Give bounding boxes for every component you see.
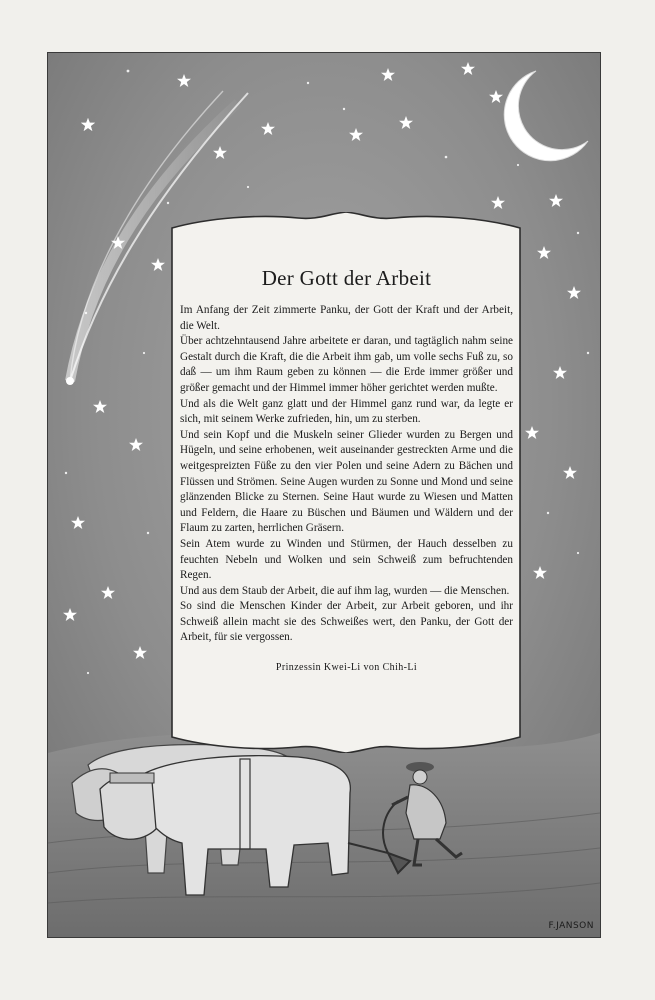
artist-signature: F.JANSON <box>548 921 594 931</box>
poem-paragraph: Und als die Welt ganz glatt und der Himmel ganz rund war, da legte er sich, mit seinem Werke zufrieden, hin, um zu sterben. <box>180 397 513 426</box>
poem-paragraph: Im Anfang der Zeit zimmerte Panku, der Gott der Kraft und der Arbeit, die Welt. <box>180 304 513 332</box>
poem-paragraph: Sein Atem wurde zu Winden und Stürmen, der Hauch desselben zu feuchten Nebeln und Wolken und sein Schweiß zum befruchtenden Regen. <box>180 537 513 582</box>
poem-author: Prinzessin Kwei-Li von Chih-Li <box>275 662 418 674</box>
poem-body <box>180 303 513 646</box>
illustration-plate <box>47 52 601 938</box>
poem-paragraph: So sind die Menschen Kinder der Arbeit, zur Arbeit geboren, und ihr Schweiß allein macht sie des Schweißes wert, den Panku, der Gott der Arbeit, für sie vergossen. <box>180 600 513 644</box>
poem-paragraph: Und aus dem Staub der Arbeit, die auf ihm lag, wurden — die Menschen. <box>180 584 510 597</box>
poem-paragraph: Über achtzehntausend Jahre arbeitete er daran, und tagtäglich nahm seine Gestalt durch die Kraft, die die Arbeit ihm gab, um volle sechs Fuß zu, so daß — um ihm Raum geben zu können — die Erde immer größer und größer gemacht und der Himmel immer höher gerichtet werden mußte. <box>180 335 513 394</box>
poem-title: Der Gott der Arbeit <box>261 266 432 290</box>
text-cartouche <box>168 212 525 753</box>
poem-paragraph: Und sein Kopf und die Muskeln seiner Glieder wurden zu Bergen und Hügeln, und seine erhobenen, weit auseinander gestreckten Arme und die weitgespreizten Füße zu den vier Polen und seine Adern zu Bächen und Flüssen und Strömen. Seine Augen wurden zu Sonne und Mond und seine glänzenden Blicke zu Sternen. Seine Haut wurde zu Wiesen und Matten und Feldern, die Haare zu Büschen und Bäumen und Wäldern und der Flaum zu zarten, herrlichen Gräsern. <box>180 428 513 535</box>
